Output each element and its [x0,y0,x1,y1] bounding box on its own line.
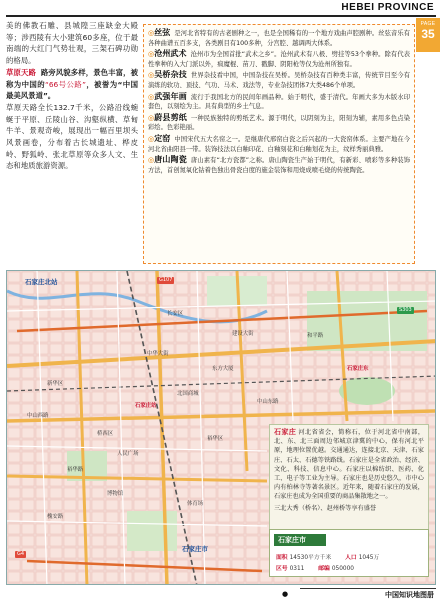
info-item [148,113,410,133]
page-number: 35 [421,27,435,41]
info-item [148,28,410,48]
bullet-icon: ◎ [148,156,155,165]
map-label: 中山东路 [257,399,279,405]
map-label: 石家庄东 [347,366,369,372]
map-label: 新华区 [47,381,64,387]
info-item [148,92,410,112]
info-item [148,155,410,175]
city-name: 石家庄 [274,428,297,436]
map-label: 石家庄北站 [25,278,58,286]
footer-dot-icon: ● [282,590,289,598]
stats-value: 14530平方千米 [289,555,332,561]
info-item-text: 唐山素有“北方瓷都”之称。唐山陶瓷生产始于明代，有新彩、喷彩等多种装饰方法，首创氮氧化钴着色独出骨瓷白度的施金装饰和用烧成喷毛烧的传统陶瓷。 [148,157,411,174]
map-label: 桥西区 [97,431,114,437]
map-label: 体育场 [187,501,204,507]
road-badge: G4 [17,551,25,557]
info-item-text: 沧州市为全国首批“武术之乡”。沧州武术有八极、劈挂等53个拳种。除有代表性拳种的入大门派以外，疯魔棍、苗刀、戳脚、阴阳枪等仅为沧州所独有。 [148,51,411,68]
map-label: 长安区 [167,311,184,317]
road-badge: S303 [399,307,412,313]
info-item [148,70,410,90]
info-item-title: 蔚县剪纸 [154,112,187,122]
city-stats-card [269,529,429,577]
stats-title: 石家庄市 [274,534,326,546]
info-item [148,134,410,154]
stats-row [276,552,391,561]
info-item-text: 一种民族独特的剪纸艺术。源于明代，以阴刻为主，阳刻为辅，素用多色点染彩绘。色彩艳丽。 [148,114,411,132]
info-item-text: 是河北省特有的古老剧种之一，也是全国稀有的一个地方戏曲声腔剧种。丝弦音乐有各种曲谱五百多支，各类剧目有100多种，分宫腔、越调两大体系。 [148,30,411,47]
info-item-text: 世界杂技看中国，中国杂技在吴桥。吴桥杂技有百种类丰富，传统节目至今有演练的软功、顶技、气功、马术、戏法等，专业杂技团体7大类486个单项。 [148,72,411,89]
road-badge: G107 [159,277,173,283]
scenic-detail-paragraph: 草原天路全长132.7千米，公路沿线蜿蜒于平原、丘陵山谷、沟壑纵横、草甸牛羊、景观奇峻，展现出一幅百里坝头风景画卷，分布着古长城遗址、桦皮岭、野狐岭、张北草原等众多人文、生态和地质旅游资源。 [6,102,138,171]
left-column-text [6,20,138,308]
stats-key: 人口 [345,555,357,561]
map-label: 博物馆 [107,491,124,497]
info-item-text: 流行于我国北方的民间年画品种。始于明代，盛于清代。年画大多为木版水印套色，以刻绘为主。具有典型的乡土气息。 [148,93,411,111]
city-para-1 [274,428,424,502]
stats-value: 0311 [289,566,305,572]
map-label: 中华大街 [147,351,169,357]
city-description: 河北省省会，简称石，位于河北省中南部，北、东、北三面周边邻城京津冀的中心，保有河北平原，地理位置优越。交通通达，连接北京、天津、石家庄、石太、石德等铁路线。石家庄是全省政治、经济、文化、科技、信息中心。石家庄以棉纺织、医药、化工、电子等工业为主导。石家庄也是历史悠久，市中心内有柏林寺等著名景区。近年来，随着石家庄的发展，石家庄也成为全国重要的商品集散地之一。 [274,429,425,501]
map-label: 建设大街 [232,331,254,337]
scenic-paragraph [6,67,138,102]
stats-value: 1045万 [358,555,380,561]
culture-info-box [143,24,415,264]
stats-key: 面积 [276,555,288,561]
footer-title: 中国知识地图册 [385,591,434,599]
info-item-title: 丝弦 [154,28,171,37]
bullet-icon: ◎ [148,134,155,143]
bullet-icon: ◎ [148,113,155,122]
info-item-title: 沧州武术 [154,49,187,59]
province-header: HEBEI PROVINCE [341,2,434,13]
map-label: 裕华区 [207,436,224,442]
footer-rule [300,588,436,589]
info-item-title: 吴桥杂技 [154,70,187,80]
map-label: 和平路 [307,333,324,339]
header-rule [6,15,436,17]
scenic-quote: “66号公路” [45,79,86,89]
page-label: PAGE [420,21,436,27]
bullet-icon: ◎ [148,92,155,101]
info-item-title: 唐山陶瓷 [154,155,187,165]
info-item-title: 武强年画 [154,91,187,101]
map-label: 槐安路 [47,514,64,520]
map-label: 人民广场 [117,451,139,457]
scenic-intro-2: ，被誉为“中国最美风景道”。 [6,79,138,101]
info-item-text: 中国宋代五大名窑之一。是继唐代邢窑白瓷之后兴起的一大瓷窑体系。主要产地在今河北省曲阳县一带。装饰技法以白釉印花、白釉刻花和白釉划花为主，纹样秀丽典雅。 [148,135,411,153]
city-para-2: 三北大秀（桥名）、赵州桥等享有盛誉 [274,504,377,512]
map-label: 石家庄市 [182,545,208,553]
info-item [148,49,410,69]
stats-value: 050000 [331,566,354,572]
intro-paragraph: 美的佛教石雕、县城隍三座缺金大殿等；涉西陵有大小建筑60多座，位于最南端的大红门气势壮观，三架石碑功勋的格局。 [6,21,138,66]
map-label: 东方大厦 [212,366,234,372]
stats-key: 邮编 [318,566,330,572]
scenic-intro: 路旁风貌多样，景色丰富，被称为中国的 [6,67,138,89]
stats-row [276,563,366,572]
map-label: 北国商城 [177,391,199,397]
map-label: 裕华路 [67,467,84,473]
page-tab [416,18,440,52]
bullet-icon: ◎ [148,71,155,80]
info-item-title: 定窑 [154,133,171,143]
bullet-icon: ◎ [148,50,155,59]
map-label: 石家庄站 [135,403,157,409]
scenic-name: 草原天路 [6,67,36,77]
bullet-icon: ◎ [148,29,155,37]
map-label: 中山西路 [27,413,49,419]
stats-key: 区号 [276,566,288,572]
city-map [6,270,436,585]
